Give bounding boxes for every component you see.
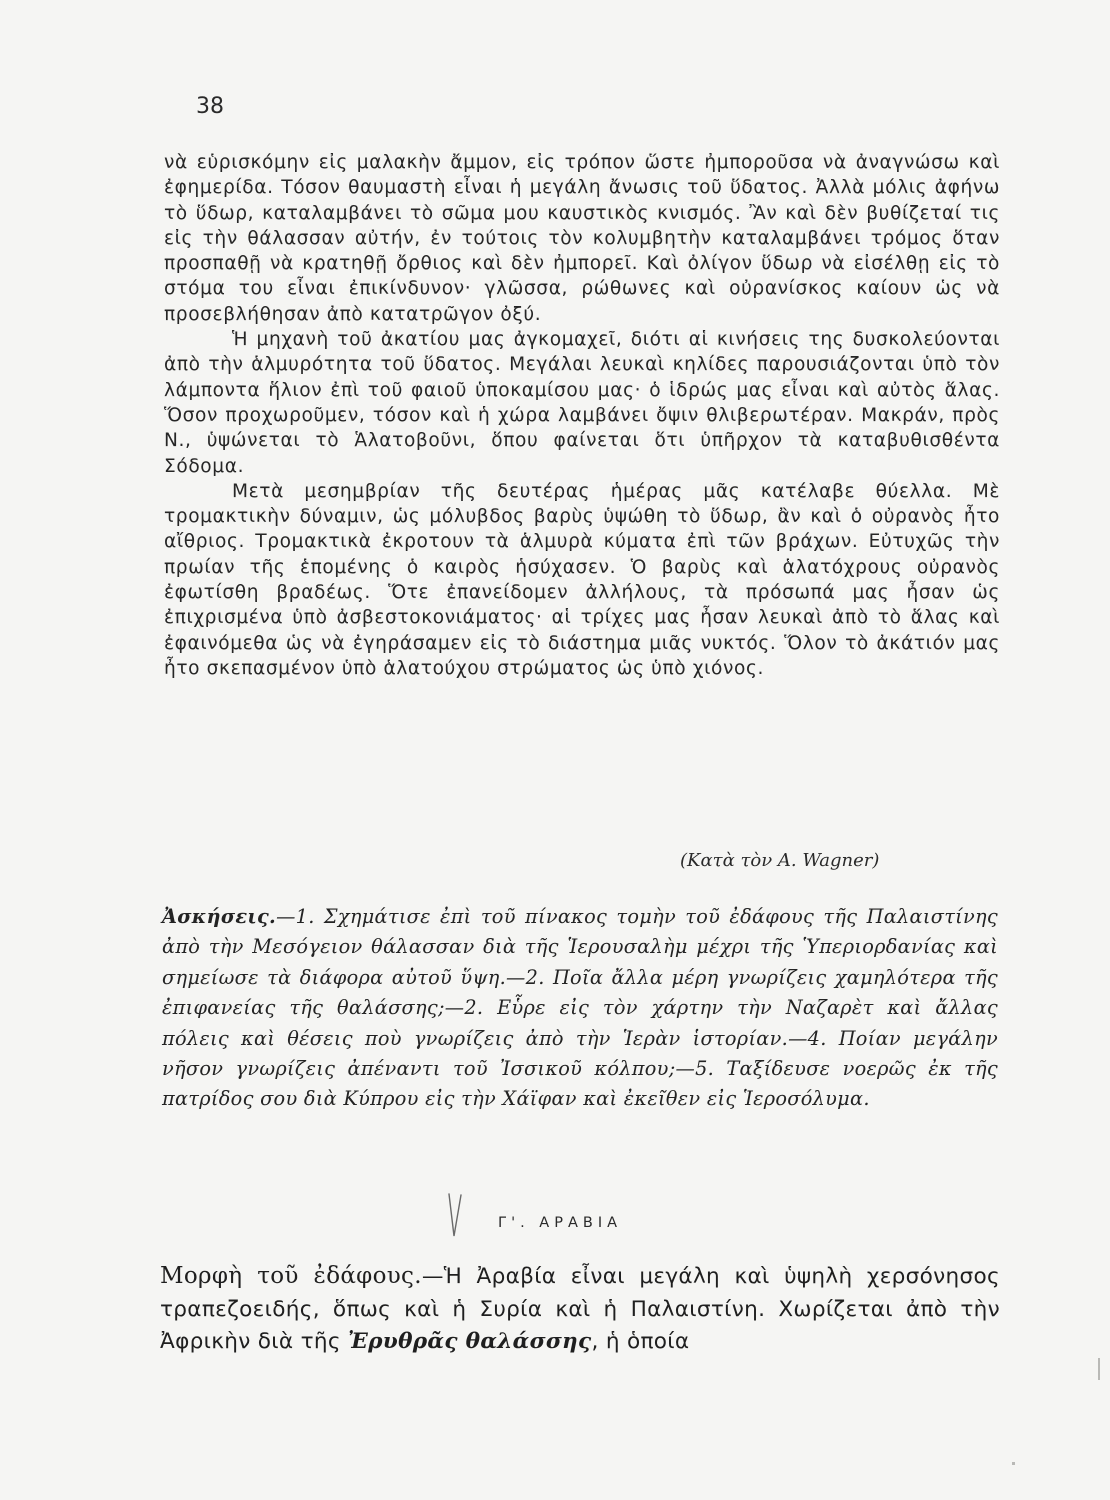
main-text <box>164 150 1000 681</box>
attribution: (Κατὰ τὸν Α. Wagner) <box>680 850 880 871</box>
page-edge-mark <box>1012 1462 1015 1465</box>
section-text-part-2: , ἡ ὁποία <box>591 1329 690 1355</box>
exercises-block <box>162 902 998 1115</box>
paragraph-3: Μετὰ μεσημβρίαν τῆς δευτέρας ἡμέρας μᾶς κατέλαβε θύελλα. Μὲ τρομακτικὴν δύναμιν, ὡς μόλυβδος βαρὺς ὑψώθη τὸ ὕδωρ, ἂν καὶ ὁ οὐρανὸς ἦτο αἴθριος. Τρομακτικὰ ἐκροτουν τὰ ἁλμυρὰ κύματα ἐπὶ τῶν βράχων. Εὐτυχῶς τὴν πρωίαν τῆς ἑπομένης ὁ καιρὸς ἡσύχασεν. Ὁ βαρὺς καὶ ἁλατόχρους οὐρανὸς ἐφωτίσθη βραδέως. Ὅτε ἐπανείδομεν ἀλλήλους, τὰ πρόσωπά μας ἦσαν ὡς ἐπιχρισμένα ὑπὸ ἀσβεστοκονιάματος· αἱ τρίχες μας ἦσαν λευκαὶ ἀπὸ τὸ ἅλας καὶ ἐφαινόμεθα ὡς νὰ ἐγηράσαμεν εἰς τὸ διάστημα μιᾶς νυκτός. Ὅλον τὸ ἀκάτιόν μας ἦτο σκεπασμένον ὑπὸ ἁλατούχου στρώματος ὡς ὑπὸ χιόνος. <box>164 480 1000 679</box>
exercises-text: —1. Σχημάτισε ἐπὶ τοῦ πίνακος τομὴν τοῦ ἐδάφους τῆς Παλαιστίνης ἀπὸ τὴν Μεσόγειον θάλασσαν διὰ τῆς Ἱερουσαλὴμ μέχρι τῆς Ὑπεριορδανίας καὶ σημείωσε τὰ διάφορα αὐτοῦ ὕψη.—2. Ποῖα ἄλλα μέρη γνωρίζεις χαμηλότερα τῆς ἐπιφανείας τῆς θαλάσσης;—2. Εὗρε εἰς τὸν χάρτην τὴν Ναζαρὲτ καὶ ἄλλας πόλεις καὶ θέσεις ποὺ γνωρίζεις ἀπὸ τὴν Ἱερὰν ἱστορίαν.—4. Ποίαν μεγάλην νῆσον γνωρίζεις ἀπέναντι τοῦ Ἰσσικοῦ κόλπου;—5. Ταξίδευσε νοερῶς ἐκ τῆς πατρίδος σου διὰ Κύπρου εἰς τὴν Χάϊφαν καὶ ἐκεῖθεν εἰς Ἱεροσόλυμα. <box>162 905 998 1111</box>
paragraph-2: Ἡ μηχανὴ τοῦ ἀκατίου μας ἀγκομαχεῖ, διότι αἱ κινήσεις της δυσκολεύονται ἀπὸ τὴν ἁλμυρότητα τοῦ ὕδατος. Μεγάλαι λευκαὶ κηλίδες παρουσιάζονται ὑπὸ τὸν λάμποντα ἥλιον ἐπὶ τοῦ φαιοῦ ὑποκαμίσου μας· ὁ ἱδρώς μας εἶναι καὶ αὐτὸς ἅλας. Ὅσον προχωροῦμεν, τόσον καὶ ἡ χώρα λαμβάνει ὄψιν θλιβερωτέραν. Μακράν, πρὸς Ν., ὑψώνεται τὸ Ἁλατοβοῦνι, ὅπου φαίνεται ὅτι ὑπῆρχον τὰ καταβυθισθέντα Σόδομα. <box>164 329 1000 477</box>
sea-name: Ἐρυθρᾶς θαλάσσης <box>348 1329 592 1355</box>
pencil-check-mark <box>446 1192 466 1238</box>
section-heading: Γ'. ΑΡΑΒΙΑ <box>498 1215 623 1231</box>
exercises-heading: Ἀσκήσεις. <box>162 905 277 928</box>
page-number: 38 <box>196 94 224 119</box>
section-text <box>160 1260 1000 1359</box>
section-text-part-1: —Ἡ Ἀραβία εἶναι μεγάλη καὶ ὑψηλὴ χερσόνησος τραπεζοειδής, ὅπως καὶ ἡ Συρία καὶ ἡ Παλαιστίνη. Χωρίζεται ἀπὸ τὴν Ἀφρικὴν διὰ τῆς <box>160 1264 1000 1355</box>
page-edge-mark <box>1098 1358 1100 1380</box>
paragraph-1: νὰ εὑρισκόμην εἰς μαλακὴν ἄμμον, εἰς τρόπον ὥστε ἠμποροῦσα νὰ ἀναγνώσω καὶ ἐφημερίδα. Τόσον θαυμαστὴ εἶναι ἡ μεγάλη ἄνωσις τοῦ ὕδατος. Ἀλλὰ μόλις ἀφήνω τὸ ὕδωρ, καταλαμβάνει τὸ σῶμα μου καυστικὸς κνισμός. Ἂν καὶ δὲν βυθίζεταί τις εἰς τὴν θάλασσαν αὐτήν, ἐν τούτοις τὸν κολυμβητὴν καταλαμβάνει τρόμος ὅταν προσπαθῇ νὰ κρατηθῇ ὄρθιος καὶ δὲν ἠμπορεῖ. Καὶ ὀλίγον ὕδωρ νὰ εἰσέλθῃ εἰς τὸ στόμα του εἶναι ἐπικίνδυνον· γλῶσσα, ρώθωνες καὶ οὐρανίσκος καίουν ὡς νὰ προσεβλήθησαν ἀπὸ κατατρῶγον ὀξύ. <box>164 152 1000 325</box>
section-subheading: Μορφὴ τοῦ ἐδάφους. <box>160 1263 422 1289</box>
